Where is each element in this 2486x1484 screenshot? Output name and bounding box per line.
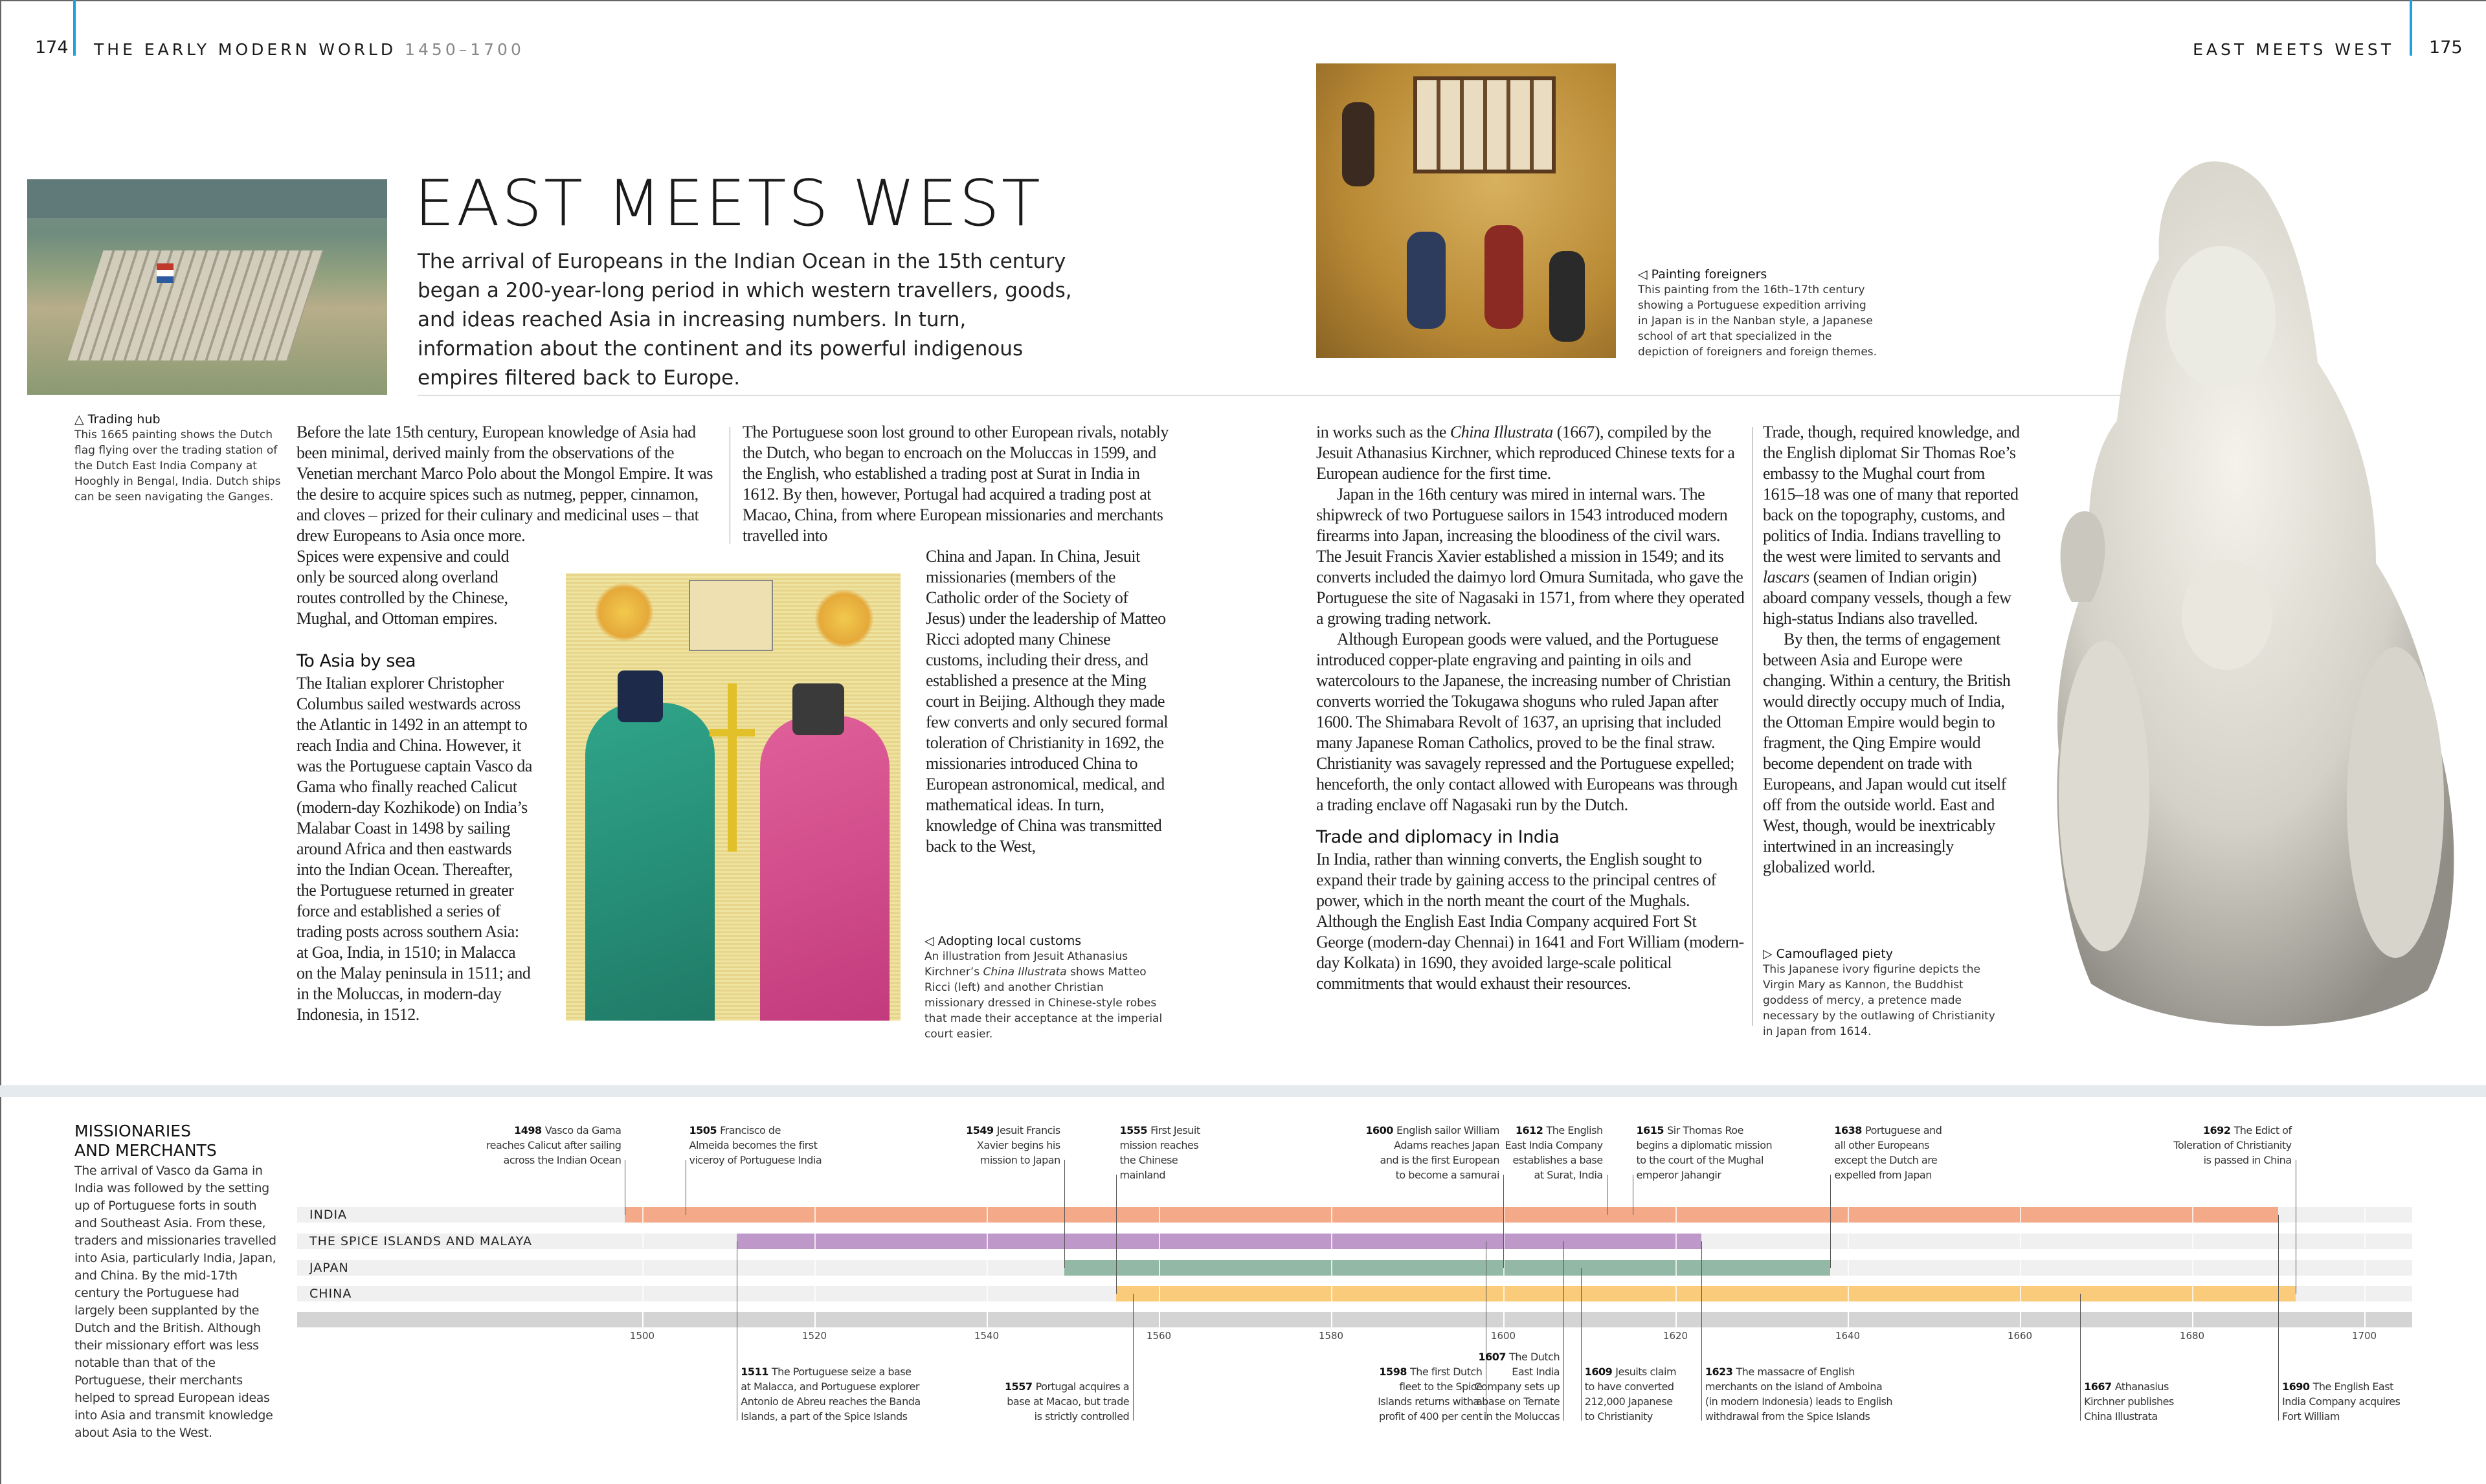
timeline-gridline — [642, 1260, 644, 1276]
event-year: 1692 — [2202, 1124, 2234, 1136]
timeline-tick-label: 1620 — [1663, 1330, 1688, 1342]
intro-text: The arrival of Europeans in the Indian Ocean in the 15th century began a 200-year-long period in which western travellers, goods, and ideas reached Asia in increasing numbers. In turn, information about the continent and its powerful indigenous empires filtered back to Europe. — [418, 250, 1072, 390]
timeline-gridline — [1159, 1234, 1160, 1249]
timeline-event — [1637, 1123, 1773, 1182]
timeline-tick-label: 1700 — [2351, 1330, 2377, 1342]
caption-adopting-customs: ◁ Adopting local customs An illustration from Jesuit Athanasius Kirchner’s China Illustrata shows Matteo Ricci (left) and another Christian missionary dressed in Chinese-style robes that made their acceptance at the imperial court easier. — [924, 933, 1164, 1042]
event-year: 1511 — [741, 1366, 772, 1378]
event-year: 1505 — [689, 1124, 721, 1136]
timeline-gridline — [1675, 1207, 1677, 1223]
timeline-heading: MISSIONARIES AND MERCHANTS — [74, 1122, 217, 1160]
timeline-event — [1365, 1123, 1499, 1182]
paragraph: In India, rather than winning converts, the English sought to expand their trade by gaining access to the principal centres of power, which in the north meant the court of the Mughals. Although the English East India Company acquired Fort St George (modern-day Chennai) in 1641 and Fort William (modern-day Kolkata) in 1690, they avoided large-scale political commitments that would exhaust their resources. — [1316, 850, 1744, 993]
timeline-event — [1834, 1123, 1942, 1182]
timeline-event — [689, 1123, 822, 1168]
triangle-up-icon: △ — [74, 412, 88, 426]
timeline-gridline — [1331, 1234, 1332, 1249]
timeline-event — [1705, 1364, 1892, 1424]
timeline-gridline — [2364, 1260, 2366, 1276]
timeline-gridline — [1848, 1207, 1849, 1223]
timeline-gridline — [987, 1207, 988, 1223]
timeline-gridline — [642, 1286, 644, 1301]
event-year: 1615 — [1636, 1124, 1668, 1136]
paragraph: Japan in the 16th century was mired in internal wars. The shipwreck of two Portuguese sailors in 1543 introduced modern firearms into Japan, increasing the bloodiness of the civil wars. The Jesuit Francis Xavier established a mission in 1549; and its converts included the daimyo lord Omura Sumitada, who gave the Portuguese the site of Nagasaki in 1571, from where they operated a growing trading network. — [1316, 485, 1745, 628]
timeline-gridline — [1848, 1234, 1849, 1249]
timeline-tick-label: 1600 — [1490, 1330, 1516, 1342]
event-leader-line — [1830, 1175, 1831, 1268]
timeline-gridline — [987, 1286, 988, 1301]
timeline-tick-label: 1500 — [629, 1330, 655, 1342]
event-leader-line — [1064, 1160, 1065, 1268]
event-year: 1667 — [2084, 1380, 2115, 1393]
timeline-gridline — [2020, 1286, 2021, 1301]
timeline-bar — [1064, 1260, 1831, 1276]
event-text: The English East India Company establishes a base at Surat, India — [1505, 1124, 1603, 1181]
timeline-gridline — [987, 1260, 988, 1276]
event-leader-line — [1701, 1241, 1702, 1421]
event-text: The Edict of Toleration of Christianity is passed in China — [2173, 1124, 2292, 1166]
timeline-gridline — [1675, 1260, 1677, 1276]
timeline-gridline — [1159, 1260, 1160, 1276]
timeline-gridline — [642, 1312, 644, 1327]
timeline-axis-bar — [297, 1312, 2412, 1327]
paragraph: The Portuguese soon lost ground to other European rivals, notably the Dutch, who began to encroach on the Moluccas in 1599, and the English, who established a trading post at Surat in India in 1612. By then, however, Portugal had acquired a trading post at Macao, China, from where European missionaries and merchants travelled into — [743, 423, 1169, 545]
timeline-bar — [625, 1207, 2278, 1223]
timeline-bar — [1116, 1286, 2296, 1301]
event-text: Francisco de Almeida becomes the first viceroy of Portuguese India — [689, 1124, 822, 1166]
timeline-gridline — [1503, 1286, 1505, 1301]
paragraph: Spices were expensive and could only be sourced along overland routes controlled by the Chinese, Mughal, and Ottoman empires. — [297, 547, 510, 628]
timeline-gridline — [1848, 1260, 1849, 1276]
timeline-tick-label: 1540 — [974, 1330, 1000, 1342]
timeline-row-label: INDIA — [309, 1208, 348, 1222]
timeline-gridline — [2192, 1260, 2193, 1276]
event-year: 1607 — [1478, 1351, 1510, 1363]
event-leader-line — [2278, 1215, 2279, 1421]
timeline-gridline — [1848, 1286, 1849, 1301]
page-number-left: 174 — [35, 38, 69, 58]
timeline-gridline — [1159, 1312, 1160, 1327]
timeline-event — [2084, 1379, 2174, 1424]
event-year: 1555 — [1119, 1124, 1151, 1136]
timeline-gridline — [814, 1234, 816, 1249]
timeline-gridline — [1331, 1207, 1332, 1223]
timeline-gridline — [1675, 1234, 1677, 1249]
timeline-gridline — [987, 1234, 988, 1249]
timeline-tick-label: 1560 — [1146, 1330, 1172, 1342]
timeline-gridline — [1848, 1312, 1849, 1327]
timeline-gridline — [2020, 1312, 2021, 1327]
event-text: The Dutch East India Company sets up a base on Ternate in the Moluccas — [1473, 1351, 1560, 1423]
event-text: Portugal acquires a base at Macao, but trade is strictly controlled — [1007, 1380, 1130, 1423]
timeline-tick-label: 1640 — [1835, 1330, 1861, 1342]
caption-text: This 1665 painting shows the Dutch flag flying over the trading station of the Dutch East India Company at Hooghly in Bengal, India. Dutch ships can be seen navigating the Ganges. — [74, 428, 281, 504]
timeline-tick-label: 1660 — [2007, 1330, 2033, 1342]
event-text: Jesuits claim to have converted 212,000 Japanese to Christianity — [1584, 1366, 1677, 1423]
timeline-event — [1473, 1349, 1560, 1424]
timeline-gridline — [814, 1260, 816, 1276]
caption-title: ▷ Camouflaged piety — [1763, 947, 1893, 961]
timeline-gridline — [2364, 1312, 2366, 1327]
caption-title: △ Trading hub — [74, 412, 161, 426]
event-leader-line — [1503, 1175, 1504, 1268]
running-head-dates: 1450–1700 — [405, 40, 524, 59]
event-text: The first Dutch fleet to the Spice Islands returns with a profit of 400 per cent — [1378, 1366, 1483, 1423]
timeline-gridline — [2192, 1207, 2193, 1223]
timeline-bar — [737, 1234, 1701, 1249]
timeline-gridline — [642, 1207, 644, 1223]
caption-title: ◁ Adopting local customs — [924, 934, 1082, 948]
caption-text: This painting from the 16th–17th century showing a Portuguese expedition arriving in Japan is in the Nanban style, a Japanese school of art that specialized in the depiction of foreigners and foreign themes. — [1638, 283, 1877, 359]
triangle-left-icon: ◁ — [924, 934, 938, 948]
paragraph: in works such as the China Illustrata (1667), compiled by the Jesuit Athanasius Kirchner, which reproduced Chinese texts for a European audience for the first time. — [1316, 423, 1735, 483]
running-head-right: EAST MEETS WEST — [2193, 40, 2394, 59]
event-text: The Portuguese seize a base at Malacca, and Portuguese explorer Antonio de Abreu reaches the Banda Islands, a part of the Spice Islands — [741, 1366, 921, 1423]
event-year: 1598 — [1379, 1366, 1411, 1378]
page-title: EAST MEETS WEST — [414, 167, 1042, 241]
page-number-right: 175 — [2429, 38, 2463, 58]
timeline-gridline — [1331, 1312, 1332, 1327]
timeline-gridline — [1159, 1286, 1160, 1301]
caption-title: ◁ Painting foreigners — [1638, 267, 1767, 282]
timeline-gridline — [2020, 1207, 2021, 1223]
timeline-gridline — [987, 1312, 988, 1327]
paragraph: Before the late 15th century, European knowledge of Asia had been minimal, derived mainly from the observations of the Venetian merchant Marco Polo about the Mongol Empire. It was the desire to acquire spices such as nutmeg, pepper, cinnamon, and cloves – prized for their culinary and medicinal uses – that drew Europeans to Asia once more. — [297, 423, 713, 545]
paragraph: China and Japan. In China, Jesuit missionaries (members of the Catholic order of the Society of Jesus) under the leadership of Matteo Ricci adopted many Chinese customs, including their dress, and established a presence at the Ming court in Beijing. Although they made few converts and only secured formal toleration of Christianity in 1692, the missionaries introduced China to European astronomical, medical, and mathematical ideas. In turn, knowledge of China was transmitted back to the West, — [926, 547, 1169, 856]
timeline-gridline — [1331, 1286, 1332, 1301]
timeline-gridline — [2364, 1207, 2366, 1223]
timeline-tick-label: 1680 — [2179, 1330, 2205, 1342]
event-leader-line — [1116, 1175, 1117, 1294]
event-year: 1600 — [1365, 1124, 1397, 1136]
event-text: Jesuit Francis Xavier begins his mission to Japan — [976, 1124, 1060, 1166]
timeline-gridline — [1331, 1260, 1332, 1276]
timeline-event — [2282, 1379, 2400, 1424]
timeline-gridline — [814, 1312, 816, 1327]
timeline-gridline — [642, 1234, 644, 1249]
event-leader-line — [1581, 1268, 1582, 1421]
timeline-gridline — [1503, 1312, 1505, 1327]
event-year: 1623 — [1705, 1366, 1736, 1378]
timeline-event — [966, 1123, 1060, 1168]
timeline-description: The arrival of Vasco da Gama in India was followed by the setting up of Portuguese forts in south and Southeast Asia. From these, traders and missionaries travelled into Asia, particularly India, Japan, and China. By the mid-17th century the Portuguese had largely been supplanted by the Dutch and the British. Although their missionary effort was less notable than that of the Portuguese, their merchants helped to spread European ideas into Asia and transmit knowledge about Asia to the West. — [74, 1164, 276, 1440]
event-text: English sailor William Adams reaches Japan and is the first European to become a samurai — [1380, 1124, 1499, 1181]
timeline-gridline — [1675, 1286, 1677, 1301]
event-year: 1638 — [1834, 1124, 1865, 1136]
timeline-event — [486, 1123, 621, 1168]
event-year: 1690 — [2282, 1380, 2313, 1393]
event-text: Vasco da Gama reaches Calicut after sailing across the Indian Ocean — [486, 1124, 622, 1166]
event-text: First Jesuit mission reaches the Chinese mainland — [1119, 1124, 1200, 1181]
timeline-row-label: JAPAN — [309, 1261, 349, 1275]
event-year: 1498 — [514, 1124, 545, 1136]
triangle-left-icon: ◁ — [1638, 267, 1652, 282]
event-leader-line — [1563, 1241, 1564, 1421]
timeline-event — [1378, 1364, 1482, 1424]
timeline-gridline — [2364, 1286, 2366, 1301]
timeline-tick-label: 1520 — [801, 1330, 827, 1342]
timeline-event — [2173, 1123, 2291, 1168]
triangle-right-icon: ▷ — [1763, 947, 1776, 961]
timeline-gridline — [2192, 1312, 2193, 1327]
timeline-gridline — [1159, 1207, 1160, 1223]
caption-text: This Japanese ivory figurine depicts the Virgin Mary as Kannon, the Buddhist goddess of mercy, a pretence made necessary by the outlawing of Christianity in Japan from 1614. — [1763, 963, 1995, 1038]
timeline-gridline — [2192, 1286, 2193, 1301]
timeline-gridline — [2020, 1234, 2021, 1249]
timeline-gridline — [814, 1207, 816, 1223]
timeline-gridline — [2192, 1234, 2193, 1249]
timeline-row-label: THE SPICE ISLANDS AND MALAYA — [309, 1234, 532, 1248]
timeline-event — [1120, 1123, 1200, 1182]
timeline-event — [1505, 1123, 1603, 1182]
subheading-trade-diplomacy: Trade and diplomacy in India — [1316, 827, 1560, 847]
event-text: The English East India Company acquires Fort William — [2282, 1380, 2401, 1423]
timeline-gridline — [2020, 1260, 2021, 1276]
event-text: Portuguese and all other Europeans except the Dutch are expelled from Japan — [1834, 1124, 1942, 1181]
timeline-gridline — [2364, 1234, 2366, 1249]
timeline-event — [1585, 1364, 1676, 1424]
paragraph: Trade, though, required knowledge, and the English diplomat Sir Thomas Roe’s embassy to the Mughal court from 1615–18 was one of many that reported back on the topography, customs, and politics of India. Indians travelling to the west were limited to servants and lascars (seamen of Indian origin) aboard company vessels, though a few high-status Indians also travelled. — [1763, 423, 2020, 628]
event-year: 1549 — [966, 1124, 997, 1136]
paragraph: Although European goods were valued, and the Portuguese introduced copper-plate engraving and painting in oils and watercolours to the Japanese, the increasing number of Christian converts worried the Tokugawa shoguns who ruled Japan after 1600. The Shimabara Revolt of 1637, an uprising that included many Japanese Roman Catholics, proved to be the final straw. Christianity was savagely repressed and the Portuguese expelled; henceforth, the only contact allowed with Europeans was through a trading enclave off Nagasaki run by the Dutch. — [1316, 630, 1738, 814]
timeline-tick-label: 1580 — [1318, 1330, 1344, 1342]
timeline-gridline — [1675, 1312, 1677, 1327]
event-text: Athanasius Kirchner publishes China Illustrata — [2084, 1380, 2174, 1423]
running-head-title: THE EARLY MODERN WORLD — [94, 40, 397, 59]
timeline-row-label: CHINA — [309, 1287, 352, 1301]
event-year: 1612 — [1515, 1124, 1547, 1136]
event-leader-line — [2080, 1294, 2081, 1421]
event-text: The massacre of English merchants on the island of Amboina (in modern Indonesia) leads to English withdrawal from the Spice Islands — [1705, 1366, 1892, 1423]
event-year: 1557 — [1005, 1380, 1036, 1393]
timeline-event — [1005, 1379, 1129, 1424]
timeline-event — [741, 1364, 920, 1424]
event-year: 1609 — [1584, 1366, 1616, 1378]
paragraph: By then, the terms of engagement between Asia and Europe were changing. Within a century, the British would directly occupy much of India, the Ottoman Empire would begin to fragment, the Qing Empire would become dependent on trade with Europeans, and Japan would cut itself off from the outside world. East and West, though, would be inextricably intertwined in an increasingly globalized world. — [1763, 630, 2011, 876]
subheading-to-asia-by-sea: To Asia by sea — [297, 651, 416, 671]
event-text: Sir Thomas Roe begins a diplomatic mission to the court of the Mughal emperor Jahangir — [1636, 1124, 1773, 1181]
event-leader-line — [1133, 1294, 1134, 1421]
timeline-gridline — [814, 1286, 816, 1301]
paragraph: The Italian explorer Christopher Columbus sailed westwards across the Atlantic in 1492 in an attempt to reach India and China. However, it was the Portuguese captain Vasco da Gama who finally reached Calicut (modern-day Kozhikode) on India’s Malabar Coast in 1498 by sailing around Africa and then eastwards into the Indian Ocean. Thereafter, the Portuguese returned in greater force and established a series of trading posts across southern Asia: at Goa, India, in 1510; in Malacca on the Malay peninsula in 1511; and in the Moluccas, in modern-day Indonesia, in 1512. — [297, 674, 532, 1024]
